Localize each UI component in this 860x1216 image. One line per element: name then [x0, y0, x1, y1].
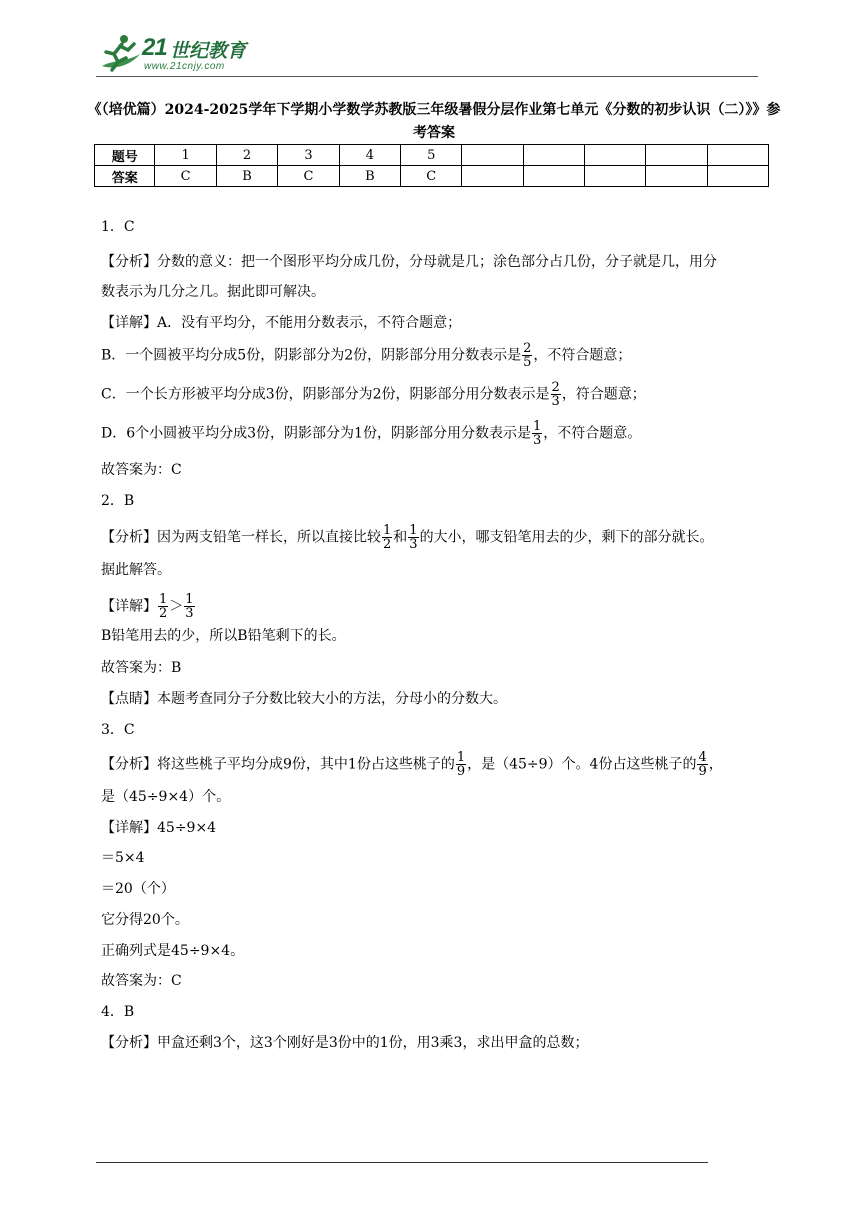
answer-content — [101, 216, 771, 1051]
q1-d-text: D．6个小圆被平均分成3份，阴影部分为1份，阴影部分用分数表示是 — [101, 425, 531, 442]
q2-analysis-cont: 据此解答。 — [101, 562, 171, 578]
q4-analysis: 【分析】甲盒还剩3个，这3个刚好是3份中的1份，用3乘3，求出甲盒的总数； — [101, 1035, 589, 1051]
q1-d-tail: ，不符合题意。 — [543, 425, 642, 442]
table-cell: B — [339, 166, 400, 187]
q3-line1: 它分得20个。 — [101, 912, 189, 928]
brand-number: 21 — [142, 34, 167, 61]
q1-option-b — [101, 342, 771, 369]
header-divider — [96, 76, 758, 77]
q1-analysis-cont: 数表示为几分之几。据此即可解决。 — [101, 284, 325, 300]
table-cell — [585, 166, 646, 187]
q3-analysis — [101, 751, 771, 778]
table-cell: 5 — [401, 145, 462, 166]
table-cell — [585, 145, 646, 166]
q2-detail — [101, 593, 771, 620]
table-cell: 1 — [155, 145, 216, 166]
table-cell: 3 — [278, 145, 339, 166]
table-cell — [462, 145, 523, 166]
q2-analysis — [101, 524, 771, 551]
row-label-number: 题号 — [95, 145, 155, 166]
fraction — [522, 342, 532, 369]
table-row — [95, 166, 769, 187]
denominator: 3 — [551, 394, 560, 409]
q2-analysis-a: 【分析】因为两支铅笔一样长，所以直接比较 — [101, 529, 381, 546]
brand-name: 世纪教育 — [170, 40, 247, 62]
q1-c-tail: ，符合题意； — [561, 386, 646, 403]
q3-analysis-b: ，是（45÷9）个。4份占这些桃子的 — [467, 756, 697, 773]
table-cell: 2 — [216, 145, 277, 166]
table-cell — [707, 145, 768, 166]
table-cell: B — [216, 166, 277, 187]
denominator: 2 — [159, 606, 168, 621]
denominator: 9 — [456, 764, 466, 779]
table-cell: C — [155, 166, 216, 187]
denominator: 3 — [409, 537, 418, 552]
q1-c-text: C．一个长方形被平均分成3份，阴影部分为2份，阴影部分用分数表示是 — [101, 386, 550, 403]
q1-b-text: B．一个圆被平均分成5份，阴影部分为2份，阴影部分用分数表示是 — [101, 347, 522, 364]
numerator: 1 — [159, 592, 168, 607]
q4-number: 4．B — [101, 1004, 135, 1020]
denominator: 3 — [185, 606, 194, 621]
table-cell — [646, 145, 707, 166]
q3-conclusion: 故答案为：C — [101, 973, 182, 989]
q2-comment: 【点睛】本题考查同分子分数比较大小的方法，分母小的分数大。 — [101, 691, 507, 707]
q2-detail-label: 【详解】 — [101, 598, 157, 615]
numerator: 2 — [523, 341, 532, 356]
site-logo — [96, 30, 266, 78]
fraction — [697, 751, 707, 778]
numerator: 1 — [409, 523, 418, 538]
table-cell: C — [401, 166, 462, 187]
page-header — [96, 30, 758, 80]
q2-analysis-c: 的大小，哪支铅笔用去的少，剩下的部分就长。 — [419, 529, 714, 546]
table-cell: 4 — [339, 145, 400, 166]
q3-analysis-a: 【分析】将这些桃子平均分成9份，其中1份占这些桃子的 — [101, 756, 455, 773]
q3-number: 3．C — [101, 722, 135, 738]
fraction — [184, 593, 194, 620]
numerator: 1 — [456, 750, 466, 765]
q2-analysis-b: 和 — [393, 529, 408, 546]
q2-line: B铅笔用去的少，所以B铅笔剩下的长。 — [101, 628, 346, 644]
table-cell — [523, 166, 584, 187]
q3-detail: 【详解】45÷9×4 — [101, 820, 217, 836]
table-cell — [707, 166, 768, 187]
numerator: 4 — [698, 750, 707, 765]
table-cell — [462, 166, 523, 187]
q1-analysis: 【分析】分数的意义：把一个图形平均分成几份，分母就是几；涂色部分占几份，分子就是几，用分 — [101, 254, 717, 270]
fraction — [382, 524, 392, 551]
q1-option-c — [101, 381, 771, 408]
q1-detail: 【详解】A．没有平均分，不能用分数表示，不符合题意； — [101, 315, 462, 331]
fraction — [456, 751, 466, 778]
brand-url: www.21cnjy.com — [144, 61, 225, 72]
q1-b-tail: ，不符合题意； — [533, 347, 632, 364]
table-cell: C — [278, 166, 339, 187]
numerator: 1 — [383, 523, 392, 538]
table-cell — [523, 145, 584, 166]
q3-line2: 正确列式是45÷9×4。 — [101, 943, 245, 959]
denominator: 5 — [523, 355, 532, 370]
q3-analysis-c: ， — [708, 756, 723, 773]
fraction — [158, 593, 168, 620]
runner-icon — [96, 32, 142, 78]
q1-number: 1．C — [101, 219, 135, 235]
q3-step2: ＝20（个） — [101, 881, 175, 897]
denominator: 9 — [698, 764, 707, 779]
numerator: 2 — [551, 380, 560, 395]
footer-divider — [96, 1162, 708, 1163]
table-cell — [646, 166, 707, 187]
q1-option-d — [101, 420, 771, 447]
denominator: 3 — [532, 433, 542, 448]
q1-conclusion: 故答案为：C — [101, 462, 182, 478]
answer-table — [94, 144, 769, 187]
fraction — [551, 381, 561, 408]
q2-conclusion: 故答案为：B — [101, 660, 182, 676]
greater-than-sign: ＞ — [169, 598, 184, 615]
denominator: 2 — [383, 537, 392, 552]
q3-analysis-cont: 是（45÷9×4）个。 — [101, 789, 231, 805]
table-row — [95, 145, 769, 166]
numerator: 1 — [532, 419, 542, 434]
fraction — [408, 524, 418, 551]
fraction — [532, 420, 542, 447]
q3-step1: ＝5×4 — [101, 850, 145, 866]
numerator: 1 — [185, 592, 194, 607]
row-label-answer: 答案 — [95, 166, 155, 187]
document-title: 《（培优篇）2024-2025学年下学期小学数学苏教版三年级暑假分层作业第七单元《分数的初步认识（二）》》参考答案 — [87, 102, 781, 141]
q2-number: 2．B — [101, 493, 135, 509]
